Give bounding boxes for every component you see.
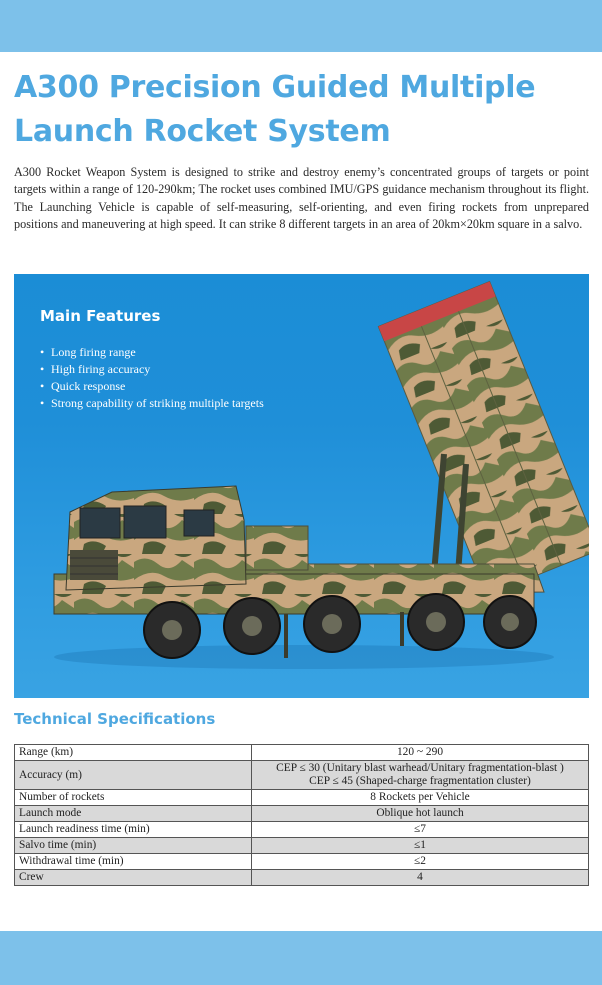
feature-item: • High firing accuracy: [40, 361, 264, 378]
table-row: [15, 761, 589, 790]
table-row: [15, 822, 589, 838]
features-list: [40, 344, 264, 412]
spec-label: Launch readiness time (min): [15, 822, 252, 838]
launch-pod: [378, 282, 589, 596]
spec-value-line: CEP ≤ 30 (Unitary blast warhead/Unitary fragmentation-blast ): [276, 762, 564, 774]
table-row: [15, 870, 589, 886]
feature-item: • Long firing range: [40, 344, 264, 361]
spec-value: ≤2: [252, 854, 589, 870]
spec-label: Number of rockets: [15, 790, 252, 806]
spec-label: Crew: [15, 870, 252, 886]
spec-value: ≤7: [252, 822, 589, 838]
specs-title: Technical Specifications: [14, 710, 216, 728]
spec-value: ≤1: [252, 838, 589, 854]
page-title: A300 Precision Guided Multiple Launch Rocket System: [14, 70, 536, 149]
launcher-vehicle-illustration: [14, 274, 589, 698]
spec-value: [252, 761, 589, 790]
top-band: [0, 0, 602, 52]
intro-paragraph: A300 Rocket Weapon System is designed to strike and destroy enemy’s concentrated groups of targets or point targets within a range of 120-290km; The rocket uses combined IMU/GPS guidance mechanism throughout its flight. The Launching Vehicle is capable of self-measuring, self-orienting, and even firing rockets from unprepared positions and maneuvering at high speed. It can strike 8 different targets in an area of 20km×20km square in a salvo.: [14, 165, 589, 232]
spec-value-line: CEP ≤ 45 (Shaped-charge fragmentation cluster): [309, 775, 531, 787]
table-row: [15, 854, 589, 870]
table-row: [15, 806, 589, 822]
spec-label: Withdrawal time (min): [15, 854, 252, 870]
table-row: [15, 745, 589, 761]
spec-label: Launch mode: [15, 806, 252, 822]
feature-banner: [14, 274, 589, 698]
spec-value: 8 Rockets per Vehicle: [252, 790, 589, 806]
bottom-band: [0, 931, 602, 985]
spec-label: Range (km): [15, 745, 252, 761]
features-title: Main Features: [40, 307, 161, 325]
spec-value: 120 ~ 290: [252, 745, 589, 761]
spec-value: Oblique hot launch: [252, 806, 589, 822]
table-row: [15, 790, 589, 806]
spec-label: Salvo time (min): [15, 838, 252, 854]
table-row: [15, 838, 589, 854]
specs-table: [14, 744, 589, 886]
feature-item: • Quick response: [40, 378, 264, 395]
feature-item: • Strong capability of striking multiple targets: [40, 395, 264, 412]
spec-value: 4: [252, 870, 589, 886]
spec-label: Accuracy (m): [15, 761, 252, 790]
